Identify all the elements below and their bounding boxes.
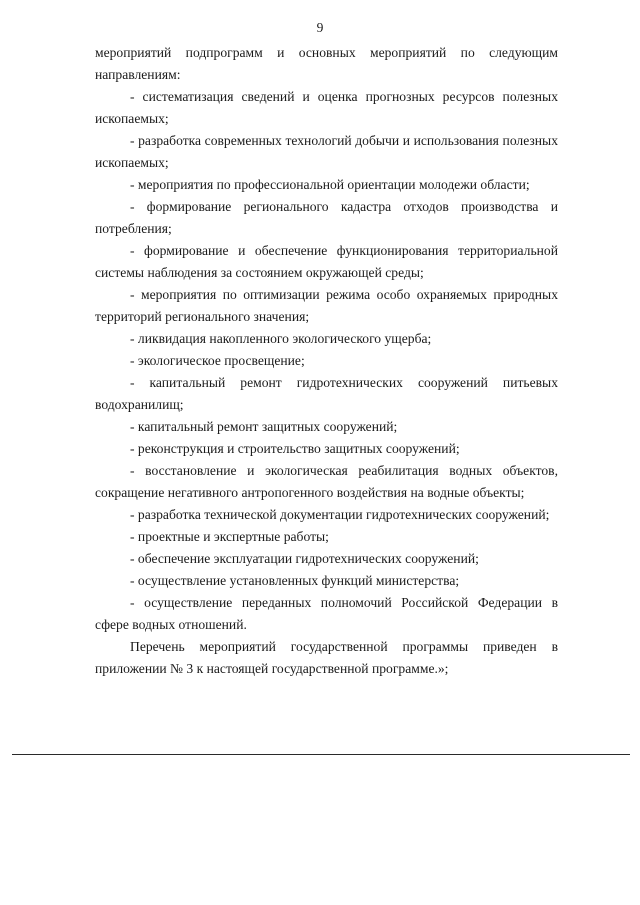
horizontal-rule [12, 754, 630, 755]
list-item: - осуществление переданных полномочий Российской Федерации в сфере водных отношений. [95, 595, 558, 632]
list-item: - капитальный ремонт защитных сооружений; [130, 419, 398, 434]
list-item: - мероприятия по профессиональной ориентации молодежи области; [130, 177, 530, 192]
list-item: - мероприятия по оптимизации режима особо охраняемых природных территорий регионального значения; [95, 287, 558, 324]
list-item: - систематизация сведений и оценка прогнозных ресурсов полезных ископаемых; [95, 89, 558, 126]
list-item: - реконструкция и строительство защитных сооружений; [130, 441, 460, 456]
list-item: - восстановление и экологическая реабилитация водных объектов, сокращение негативного антропогенного воздействия на водные объекты; [95, 463, 558, 500]
list-item: - ликвидация накопленного экологического ущерба; [130, 331, 432, 346]
list-item: - разработка технической документации гидротехнических сооружений; [130, 507, 550, 522]
list-item: - формирование и обеспечение функционирования территориальной системы наблюдения за состоянием окружающей среды; [95, 243, 558, 280]
list-item: - формирование регионального кадастра отходов производства и потребления; [95, 199, 558, 236]
paragraph-intro: мероприятий подпрограмм и основных мероприятий по следующим направлениям: [95, 45, 558, 82]
list-item: - экологическое просвещение; [130, 353, 305, 368]
list-item: - обеспечение эксплуатации гидротехнических сооружений; [130, 551, 479, 566]
list-item: - разработка современных технологий добычи и использования полезных ископаемых; [95, 133, 558, 170]
document-body [95, 42, 558, 680]
list-item: - осуществление установленных функций министерства; [130, 573, 460, 588]
page-number: 9 [316, 20, 324, 35]
list-item: - проектные и экспертные работы; [130, 529, 329, 544]
list-item: - капитальный ремонт гидротехнических сооружений питьевых водохранилищ; [95, 375, 558, 412]
paragraph-closing: Перечень мероприятий государственной программы приведен в приложении № 3 к настоящей государственной программе.»; [95, 639, 558, 676]
